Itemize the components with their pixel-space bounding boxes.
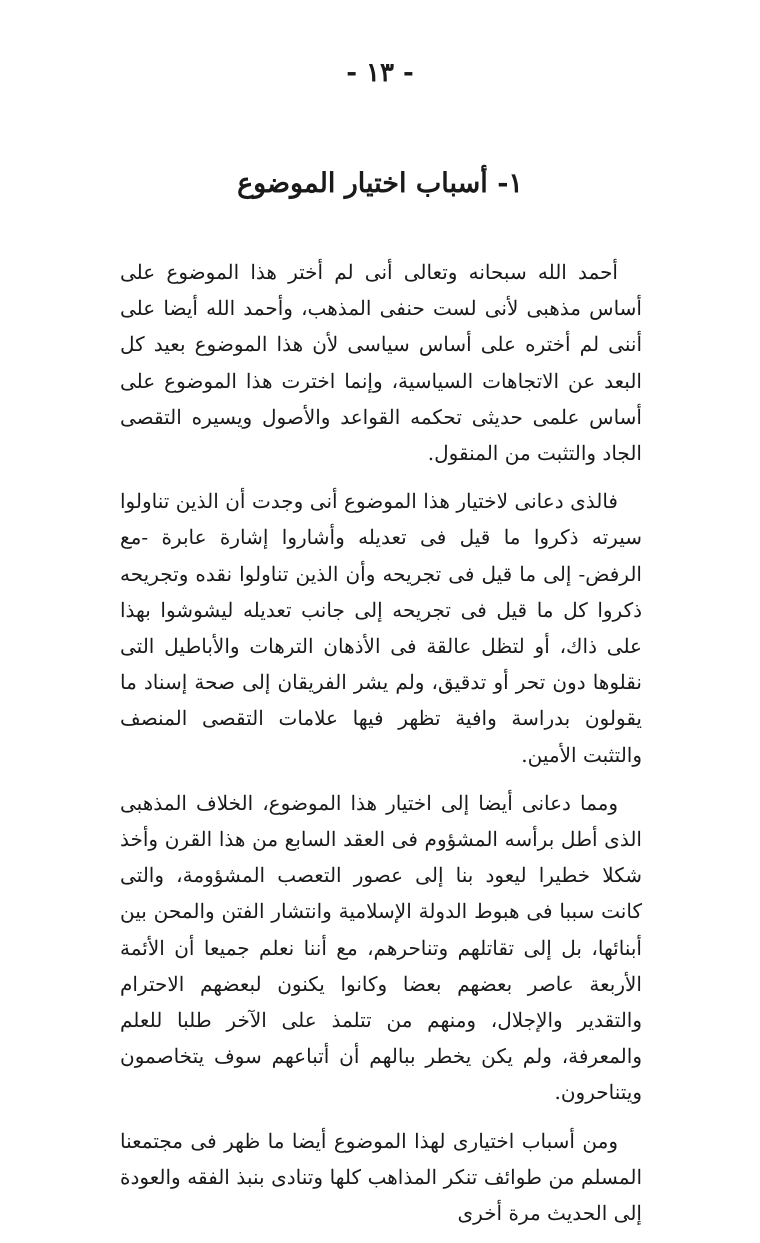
paragraph-4: ومن أسباب اختيارى لهذا الموضوع أيضا ما ظهر فى مجتمعنا المسلم من طوائف تنكر المذاهب كلها وتنادى بنبذ الفقه والعودة إلى الحديث مرة أخرى <box>120 1128 642 1226</box>
paragraph-2: فالذى دعانى لاختيار هذا الموضوع أنى وجدت أن الذين تناولوا سيرته ذكروا ما قيل فى تعديله وأشاروا إشارة عابرة -مع الرفض- إلى ما قيل فى تجريحه وأن الذين تناولوا نقده وتجريحه ذكروا كل ما قيل فى تجريحه إلى جانب تعديله ليشوشوا بهذا على ذاك، أو لتظل عالقة فى الأذهان الترهات والأباطيل التى نقلوها دون تحر أو تدقيق، ولم يشر الفريقان إلى صحة إسناد ما يقولون بدراسة وافية تظهر فيها علامات التقصى المنصف والتثبت الأمين. <box>120 489 642 767</box>
paragraph-3: ومما دعانى أيضا إلى اختيار هذا الموضوع، الخلاف المذهبى الذى أطل برأسه المشؤوم فى العقد السابع من هذا القرن وأخذ شكلا خطيرا ليعود بنا إلى عصور التعصب المشؤومة، والتى كانت سببا فى هبوط الدولة الإسلامية وانتشار الفتن والمحن بين أبنائها، بل إلى تقاتلهم وتناحرهم، مع أننا نعلم جميعا أن الأئمة الأربعة عاصر بعضهم بعضا وكانوا يكنون لبعضهم الاحترام والتقدير والإجلال، ومنهم من تتلمذ على الآخر طلبا للعلم والمعرفة، ولم يكن يخطر ببالهم أن أتباعهم سوف يتخاصمون ويتناحرون. <box>120 790 642 1105</box>
paragraph-1: أحمد الله سبحانه وتعالى أنى لم أختر هذا الموضوع على أساس مذهبى لأنى لست حنفى المذهب، وأحمد الله أيضا على أننى لم أختره على أساس سياسى لأن هذا الموضوع بعيد كل البعد عن الاتجاهات السياسية، وإنما اخترت هذا الموضوع على أساس علمى حديثى تحكمه القواعد والأصول ويسيره التقصى الجاد والتثبت من المنقول. <box>120 260 642 466</box>
page-number: - ١٣ - <box>346 58 414 88</box>
body-text <box>120 254 642 1243</box>
chapter-title: ١- أسباب اختيار الموضوع <box>237 168 523 199</box>
